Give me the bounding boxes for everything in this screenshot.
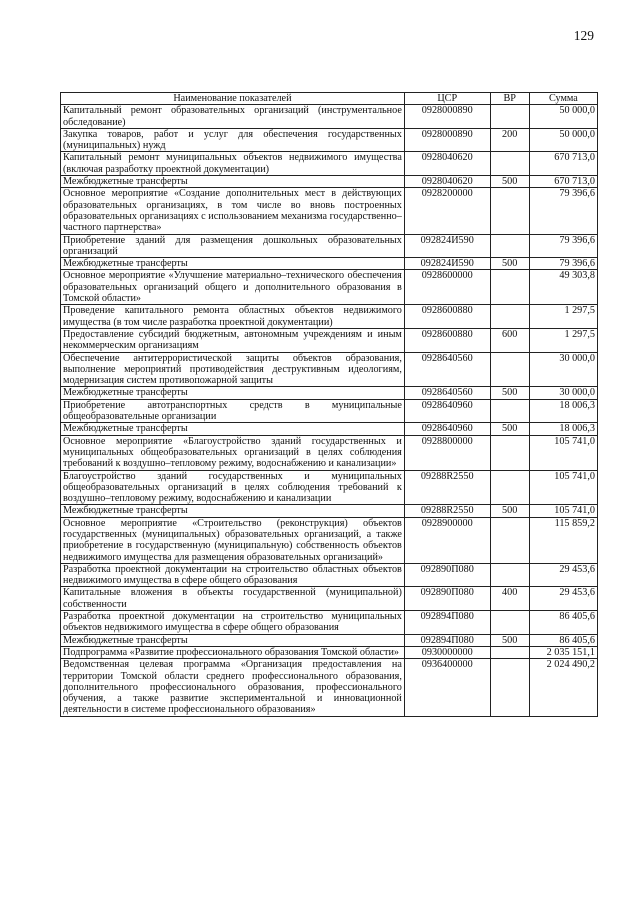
cell-csr: 092894П080 (404, 634, 490, 646)
cell-name: Межбюджетные трансферты (61, 387, 405, 399)
table-row (61, 435, 598, 470)
cell-sum: 79 396,6 (529, 234, 597, 258)
table-row (61, 234, 598, 258)
cell-csr: 0928800000 (404, 435, 490, 470)
cell-vr (490, 234, 529, 258)
table-row (61, 105, 598, 129)
cell-csr: 092890П080 (404, 563, 490, 587)
table-header-row (61, 93, 598, 105)
table-row (61, 563, 598, 587)
cell-sum: 30 000,0 (529, 352, 597, 387)
cell-name: Ведомственная целевая программа «Организация предоставления на территории Томской области среднего профессионального образования, дополнительного профессионального образования, профессионального обучения, а также развитие экспериментальной и инновационной деятельности в системе профессионального образования» (61, 659, 405, 716)
table-row (61, 352, 598, 387)
cell-sum: 29 453,6 (529, 587, 597, 611)
table-row (61, 517, 598, 563)
cell-sum: 18 006,3 (529, 399, 597, 423)
cell-vr: 500 (490, 258, 529, 270)
cell-csr: 0928040620 (404, 176, 490, 188)
table-row (61, 387, 598, 399)
cell-name: Приобретение зданий для размещения дошкольных образовательных организаций (61, 234, 405, 258)
table-row (61, 423, 598, 435)
cell-vr (490, 563, 529, 587)
cell-csr: 0928640960 (404, 399, 490, 423)
cell-vr (490, 470, 529, 505)
cell-vr: 500 (490, 505, 529, 517)
cell-sum: 29 453,6 (529, 563, 597, 587)
cell-sum: 670 713,0 (529, 176, 597, 188)
cell-name: Предоставление субсидий бюджетным, автономным учреждениям и иным некоммерческим организациям (61, 328, 405, 352)
cell-name: Основное мероприятие «Благоустройство зданий государственных и муниципальных общеобразовательных организаций в целях соблюдения требований к воздушно–тепловому режиму, водоснабжению и канализации» (61, 435, 405, 470)
cell-name: Капитальный ремонт муниципальных объектов недвижимого имущества (включая разработку проектной документации) (61, 152, 405, 176)
cell-csr: 092894П080 (404, 611, 490, 635)
cell-name: Межбюджетные трансферты (61, 176, 405, 188)
cell-csr: 09288R2550 (404, 505, 490, 517)
cell-name: Межбюджетные трансферты (61, 258, 405, 270)
cell-name: Проведение капитального ремонта областных объектов недвижимого имущества (в том числе разработка проектной документации) (61, 305, 405, 329)
cell-sum: 2 024 490,2 (529, 659, 597, 716)
cell-csr: 092824И590 (404, 258, 490, 270)
cell-vr (490, 270, 529, 305)
cell-csr: 0930000000 (404, 646, 490, 658)
cell-csr: 0928200000 (404, 188, 490, 234)
table-row (61, 128, 598, 152)
cell-sum: 86 405,6 (529, 634, 597, 646)
cell-sum: 105 741,0 (529, 505, 597, 517)
cell-name: Подпрограмма «Развитие профессионального образования Томской области» (61, 646, 405, 658)
header-csr: ЦСР (404, 93, 490, 105)
cell-name: Разработка проектной документации на строительство муниципальных объектов недвижимого имущества в сфере общего образования (61, 611, 405, 635)
budget-table (60, 92, 598, 717)
cell-sum: 49 303,8 (529, 270, 597, 305)
cell-sum: 1 297,5 (529, 328, 597, 352)
cell-csr: 0928640560 (404, 387, 490, 399)
cell-name: Благоустройство зданий государственных и муниципальных общеобразовательных организаций в целях соблюдения требований к воздушно–тепловому режиму, водоснабжению и канализации (61, 470, 405, 505)
table-row (61, 659, 598, 716)
cell-vr: 400 (490, 587, 529, 611)
cell-name: Основное мероприятие «Улучшение материально–технического обеспечения образовательных организаций общего и дополнительного образования в Томской области» (61, 270, 405, 305)
table-row (61, 634, 598, 646)
table-row (61, 505, 598, 517)
page-number: 129 (573, 28, 594, 43)
cell-name: Основное мероприятие «Строительство (реконструкция) объектов государственных (муниципальных) образовательных организаций, а также приобретение в государственную (муниципальную) собственность объектов недвижимого имущества для размещения образовательных организаций» (61, 517, 405, 563)
cell-csr: 0936400000 (404, 659, 490, 716)
cell-vr: 200 (490, 128, 529, 152)
cell-vr (490, 659, 529, 716)
cell-sum: 30 000,0 (529, 387, 597, 399)
cell-csr: 09288R2550 (404, 470, 490, 505)
cell-vr (490, 152, 529, 176)
cell-vr: 500 (490, 387, 529, 399)
table-row (61, 611, 598, 635)
cell-sum: 670 713,0 (529, 152, 597, 176)
table-row (61, 305, 598, 329)
cell-csr: 092890П080 (404, 587, 490, 611)
cell-name: Капитальные вложения в объекты государственной (муниципальной) собственности (61, 587, 405, 611)
cell-vr (490, 399, 529, 423)
cell-csr: 0928600000 (404, 270, 490, 305)
cell-name: Межбюджетные трансферты (61, 423, 405, 435)
table-row (61, 399, 598, 423)
cell-csr: 0928640960 (404, 423, 490, 435)
cell-vr: 500 (490, 423, 529, 435)
cell-csr: 0928000890 (404, 128, 490, 152)
cell-vr (490, 188, 529, 234)
header-sum: Сумма (529, 93, 597, 105)
cell-vr (490, 105, 529, 129)
cell-vr (490, 305, 529, 329)
cell-vr (490, 611, 529, 635)
cell-name: Межбюджетные трансферты (61, 634, 405, 646)
header-vr: ВР (490, 93, 529, 105)
table-row (61, 176, 598, 188)
cell-vr (490, 646, 529, 658)
cell-vr: 500 (490, 634, 529, 646)
cell-sum: 105 741,0 (529, 470, 597, 505)
cell-csr: 092824И590 (404, 234, 490, 258)
cell-sum: 115 859,2 (529, 517, 597, 563)
table-row (61, 646, 598, 658)
table-row (61, 270, 598, 305)
cell-name: Межбюджетные трансферты (61, 505, 405, 517)
cell-csr: 0928000890 (404, 105, 490, 129)
cell-sum: 50 000,0 (529, 128, 597, 152)
table-row (61, 587, 598, 611)
cell-vr: 600 (490, 328, 529, 352)
cell-sum: 86 405,6 (529, 611, 597, 635)
cell-csr: 0928900000 (404, 517, 490, 563)
cell-vr (490, 352, 529, 387)
cell-name: Обеспечение антитеррористической защиты объектов образования, выполнение мероприятий противодействия деструктивным идеологиям, модернизация систем противопожарной защиты (61, 352, 405, 387)
cell-vr: 500 (490, 176, 529, 188)
cell-sum: 2 035 151,1 (529, 646, 597, 658)
cell-vr (490, 517, 529, 563)
cell-sum: 1 297,5 (529, 305, 597, 329)
cell-csr: 0928040620 (404, 152, 490, 176)
cell-csr: 0928600880 (404, 328, 490, 352)
header-name: Наименование показателей (61, 93, 405, 105)
cell-sum: 105 741,0 (529, 435, 597, 470)
cell-name: Капитальный ремонт образовательных организаций (инструментальное обследование) (61, 105, 405, 129)
cell-name: Разработка проектной документации на строительство областных объектов недвижимого имущества в сфере общего образования (61, 563, 405, 587)
table-row (61, 152, 598, 176)
table-row (61, 188, 598, 234)
cell-sum: 50 000,0 (529, 105, 597, 129)
cell-vr (490, 435, 529, 470)
table-row (61, 258, 598, 270)
cell-sum: 18 006,3 (529, 423, 597, 435)
table-row (61, 470, 598, 505)
cell-csr: 0928600880 (404, 305, 490, 329)
cell-name: Основное мероприятие «Создание дополнительных мест в действующих образовательных организациях, в том числе во вновь построенных образовательных организациях с использованием механизма государственно–частного партнерства» (61, 188, 405, 234)
cell-sum: 79 396,6 (529, 188, 597, 234)
cell-csr: 0928640560 (404, 352, 490, 387)
cell-sum: 79 396,6 (529, 258, 597, 270)
table-row (61, 328, 598, 352)
cell-name: Приобретение автотранспортных средств в муниципальные общеобразовательные организации (61, 399, 405, 423)
cell-name: Закупка товаров, работ и услуг для обеспечения государственных (муниципальных) нужд (61, 128, 405, 152)
